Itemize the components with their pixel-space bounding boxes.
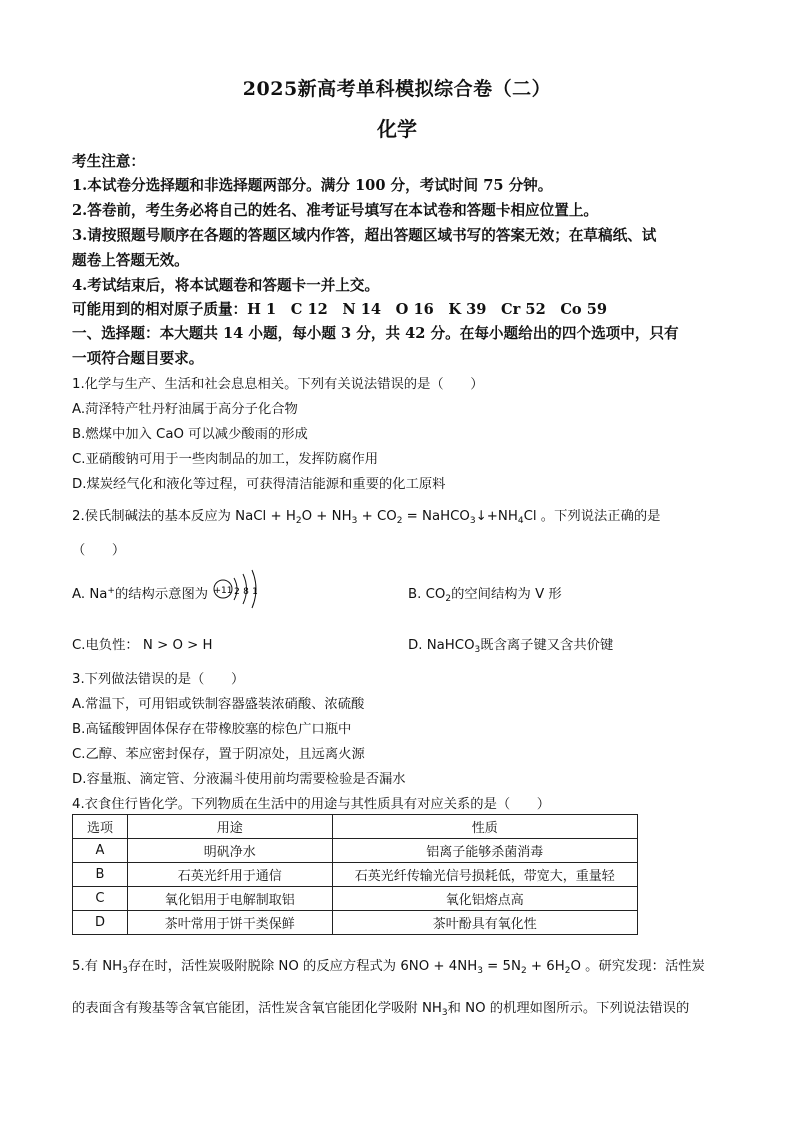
shell-electrons: 1 xyxy=(252,587,258,597)
atomic-mass-line: 可能用到的相对原子质量：H 1 C 12 N 14 O 16 K 39 Cr 52 Co 59 xyxy=(72,301,608,318)
table-header: 用途 xyxy=(127,815,332,839)
q1-stem: 1.化学与生产、生活和社会息息相关。下列有关说法错误的是（ ） xyxy=(72,377,484,392)
table-cell: 氧化铝熔点高 xyxy=(332,887,637,911)
table-cell: D xyxy=(73,911,128,935)
q1-option-a: A.菏泽特产牡丹籽油属于高分子化合物 xyxy=(72,402,298,417)
q3-option-b: B.高锰酸钾固体保存在带橡胶塞的棕色广口瓶中 xyxy=(72,722,352,737)
q2-stem: 2.侯氏制碱法的基本反应为 NaCl + $H_2O + NH_3 + CO_2$ = $NaHCO_3↓+NH_4Cl$ 。下列说法正确的是 xyxy=(72,509,661,526)
notice-item: 1.本试卷分选择题和非选择题两部分。满分 100 分，考试时间 75 分钟。 xyxy=(72,177,553,194)
table-row xyxy=(73,839,638,863)
q1-option-d: D.煤炭经气化和液化等过程，可获得清洁能源和重要的化工原料 xyxy=(72,477,446,492)
table-cell: 明矾净水 xyxy=(127,839,332,863)
table-row xyxy=(73,863,638,887)
q2-option-a: A. Na+的结构示意图为 xyxy=(72,586,209,602)
table-cell: 铝离子能够杀菌消毒 xyxy=(332,839,637,863)
nucleus-charge: +11 xyxy=(213,586,233,596)
table-header-row xyxy=(73,815,638,839)
q2-option-b: B. $CO_2$的空间结构为 V 形 xyxy=(408,587,562,604)
table-row xyxy=(73,911,638,935)
section-heading-cont: 一项符合题目要求。 xyxy=(72,350,204,367)
q4-table xyxy=(72,814,638,935)
table-cell: 茶叶常用于饼干类保鲜 xyxy=(127,911,332,935)
q2-paren: （ ） xyxy=(72,543,126,558)
q3-option-d: D.容量瓶、滴定管、分液漏斗使用前均需要检验是否漏水 xyxy=(72,772,406,787)
notice-item: 4.考试结束后，将本试题卷和答题卡一并上交。 xyxy=(72,277,380,294)
q2-option-d: D. NaHCO$_3$既含离子键又含共价键 xyxy=(408,638,614,655)
notice-item: 3.请按照题号顺序在各题的答题区域内作答，超出答题区域书写的答案无效；在草稿纸、试 xyxy=(72,227,657,244)
q5-stem-line2: 的表面含有羧基等含氧官能团，活性炭含氧官能团化学吸附 $NH_3$和 NO 的机理如图所示。下列说法错误的 xyxy=(72,1001,690,1018)
table-header: 选项 xyxy=(73,815,128,839)
table-cell: A xyxy=(73,839,128,863)
table-header: 性质 xyxy=(332,815,637,839)
notice-item: 2.答卷前，考生务必将自己的姓名、准考证号填写在本试卷和答题卡相应位置上。 xyxy=(72,202,599,219)
table-cell: 茶叶酚具有氧化性 xyxy=(332,911,637,935)
table-cell: B xyxy=(73,863,128,887)
q3-stem: 3.下列做法错误的是（ ） xyxy=(72,672,245,687)
q3-option-a: A.常温下，可用铝或铁制容器盛装浓硝酸、浓硫酸 xyxy=(72,697,365,712)
table-cell: 石英光纤传输光信号损耗低，带宽大，重量轻 xyxy=(332,863,637,887)
subject-title: 化学 xyxy=(377,117,417,141)
q5-stem-line1: 5.有 $NH_3$存在时，活性炭吸附脱除 NO 的反应方程式为 $6NO + 4NH_3 = 5N_2 + 6H_2O$ 。研究发现：活性炭 xyxy=(72,959,705,976)
shell-electrons: 8 xyxy=(243,587,249,597)
table-row xyxy=(73,887,638,911)
q1-option-c: C.亚硝酸钠可用于一些肉制品的加工，发挥防腐作用 xyxy=(72,452,379,467)
section-heading: 一、选择题：本大题共 14 小题，每小题 3 分，共 42 分。在每小题给出的四个选项中，只有 xyxy=(72,325,679,342)
q3-option-c: C.乙醇、苯应密封保存，置于阴凉处，且远离火源 xyxy=(72,747,365,762)
q4-stem: 4.衣食住行皆化学。下列物质在生活中的用途与其性质具有对应关系的是（ ） xyxy=(72,797,551,812)
table-cell: C xyxy=(73,887,128,911)
q2-option-c: C.电负性： N > O > H xyxy=(72,638,213,653)
exam-title: 2025新高考单科模拟综合卷（二） xyxy=(242,78,552,100)
shell-electrons: 2 xyxy=(234,587,240,597)
sodium-ion-diagram xyxy=(213,569,263,609)
notice-heading: 考生注意： xyxy=(72,153,145,170)
table-cell: 氧化铝用于电解制取铝 xyxy=(127,887,332,911)
notice-item: 题卷上答题无效。 xyxy=(72,252,189,269)
table-cell: 石英光纤用于通信 xyxy=(127,863,332,887)
q1-option-b: B.燃煤中加入 CaO 可以减少酸雨的形成 xyxy=(72,427,308,442)
